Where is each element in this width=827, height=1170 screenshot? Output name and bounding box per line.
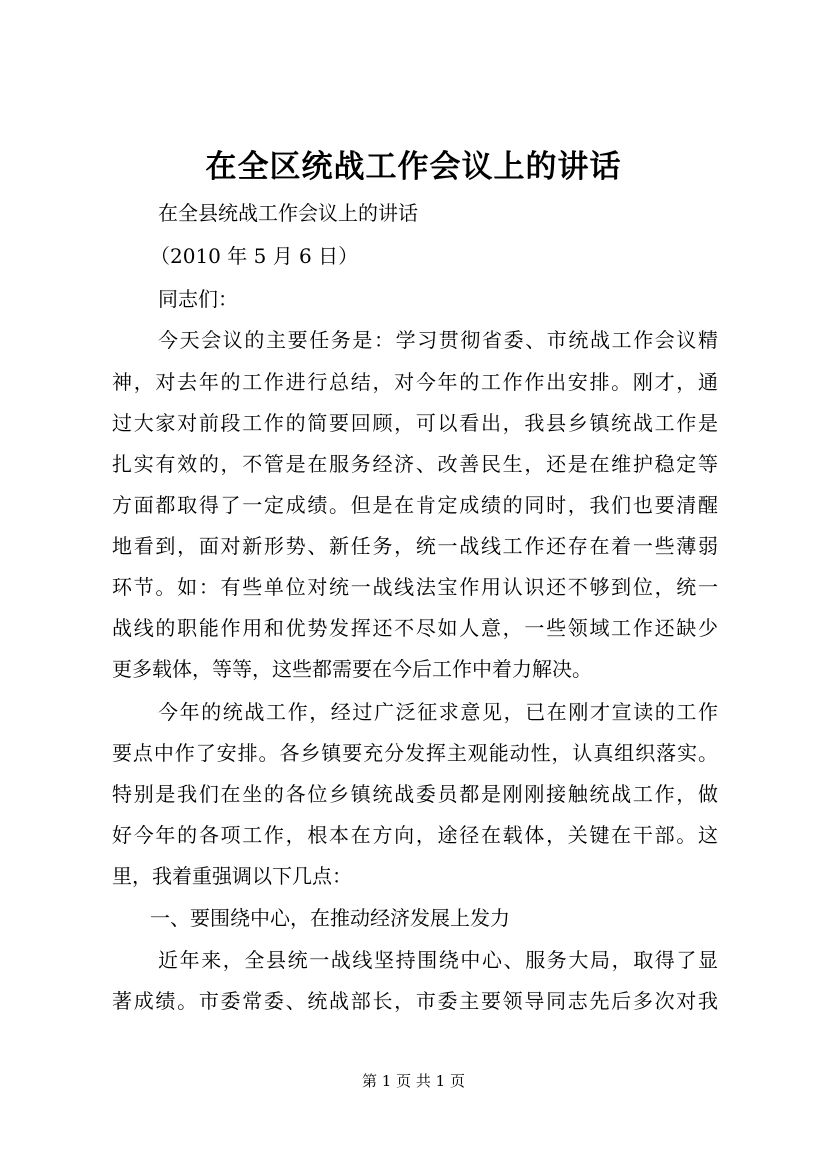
document-subtitle: 在全县统战工作会议上的讲话 xyxy=(158,201,418,225)
section-heading: 一、要围绕中心，在推动经济发展上发力 xyxy=(150,906,510,930)
paragraph-line: 今天会议的主要任务是：学习贯彻省委、市统战工作会议精 xyxy=(158,328,718,352)
paragraph-line: 战线的职能作用和优势发挥还不尽如人意，一些领域工作还缺少 xyxy=(112,616,718,640)
salutation: 同志们： xyxy=(158,287,238,311)
document-title: 在全区统战工作会议上的讲话 xyxy=(205,149,622,185)
paragraph-line: 更多载体，等等，这些都需要在今后工作中着力解决。 xyxy=(112,657,592,681)
paragraph-line: 环节。如：有些单位对统一战线法宝作用认识还不够到位，统一 xyxy=(112,575,718,599)
paragraph-line: 扎实有效的，不管是在服务经济、改善民生，还是在维护稳定等 xyxy=(112,452,718,476)
paragraph-line: 今年的统战工作，经过广泛征求意见，已在刚才宣读的工作 xyxy=(158,700,718,724)
paragraph-line: 著成绩。市委常委、统战部长，市委主要领导同志先后多次对我 xyxy=(112,989,718,1013)
paragraph-line: 过大家对前段工作的简要回顾，可以看出，我县乡镇统战工作是 xyxy=(112,411,718,435)
paragraph-line: 特别是我们在坐的各位乡镇统战委员都是刚刚接触统战工作，做 xyxy=(112,782,718,806)
paragraph-line: 神，对去年的工作进行总结，对今年的工作作出安排。刚才，通 xyxy=(112,370,718,394)
paragraph-line: 要点中作了安排。各乡镇要充分发挥主观能动性，认真组织落实。 xyxy=(112,741,718,765)
document-date: （2010 年 5 月 6 日） xyxy=(150,244,359,268)
paragraph-line: 地看到，面对新形势、新任务，统一战线工作还存在着一些薄弱 xyxy=(112,534,718,558)
paragraph-line: 方面都取得了一定成绩。但是在肯定成绩的同时，我们也要清醒 xyxy=(112,493,718,517)
page-footer: 第 1 页 共 1 页 xyxy=(362,1072,465,1090)
paragraph-line: 好今年的各项工作，根本在方向，途径在载体，关键在干部。这 xyxy=(112,823,718,847)
paragraph-line: 里，我着重强调以下几点： xyxy=(112,864,352,888)
paragraph-line: 近年来，全县统一战线坚持围绕中心、服务大局，取得了显 xyxy=(158,948,718,972)
